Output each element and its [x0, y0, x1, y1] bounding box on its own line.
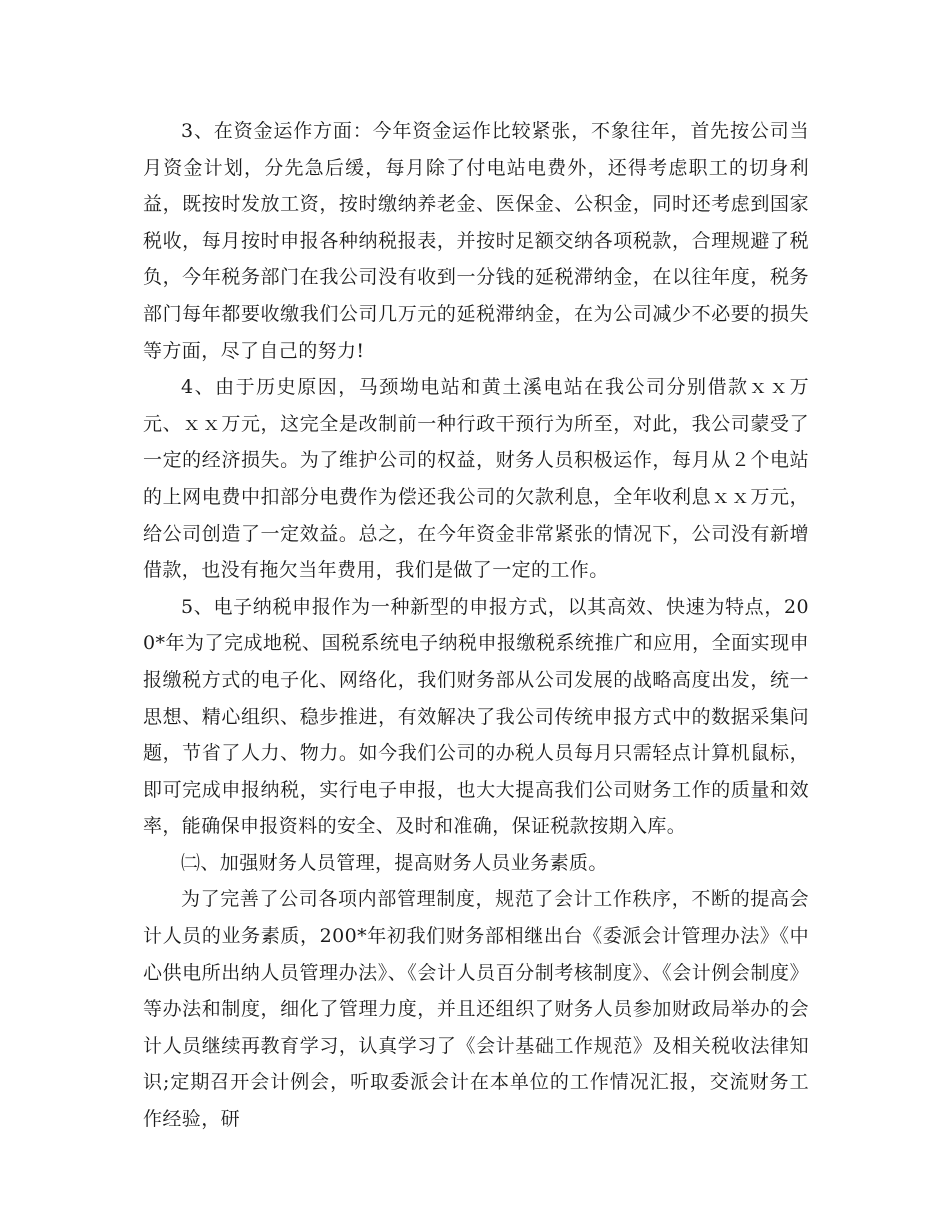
document-body [143, 113, 809, 1138]
section-heading-staff-management: ㈡、加强财务人员管理，提高财务人员业务素质。 [181, 851, 608, 874]
paragraph-electronic-tax-filing: 5、电子纳税申报作为一种新型的申报方式，以其高效、快速为特点，200*年为了完成地税、国税系统电子纳税申报缴税系统推广和应用，全面实现申报缴税方式的电子化、网络化，我们财务部从公司发展的战略高度出发，统一思想、精心组织、稳步推进，有效解决了我公司传统申报方式中的数据采集问题，节省了人力、物力。如今我们公司的办税人员每月只需轻点计算机鼠标，即可完成申报纳税，实行电子申报，也大大提高我们公司财务工作的质量和效率，能确保申报资料的安全、及时和准确，保证税款按期入库。 [143, 595, 809, 838]
paragraph-power-station-loans: 4、由于历史原因，马颈坳电站和黄土溪电站在我公司分别借款ｘｘ万元、ｘｘ万元，这完全是改制前一种行政干预行为所至，对此，我公司蒙受了一定的经济损失。为了维护公司的权益，财务人员积极运作，每月从２个电站的上网电费中扣部分电费作为偿还我公司的欠款利息，全年收利息ｘｘ万元，给公司创造了一定效益。总之，在今年资金非常紧张的情况下，公司没有新增借款，也没有拖欠当年费用，我们是做了一定的工作。 [143, 376, 809, 582]
paragraph-capital-operation: 3、在资金运作方面：今年资金运作比较紧张，不象往年，首先按公司当月资金计划，分先急后缓，每月除了付电站电费外，还得考虑职工的切身利益，既按时发放工资，按时缴纳养老金、医保金、公积金，同时还考虑到国家税收，每月按时申报各种纳税报表，并按时足额交纳各项税款，合理规避了税负，今年税务部门在我公司没有收到一分钱的延税滞纳金，在以往年度，税务部门每年都要收缴我们公司几万元的延税滞纳金，在为公司减少不必要的损失等方面，尽了自己的努力! [143, 120, 809, 362]
paragraph-management-system: 为了完善了公司各项内部管理制度，规范了会计工作秩序，不断的提高会计人员的业务素质，200*年初我们财务部相继出台《委派会计管理办法》《中心供电所出纳人员管理办法》、《会计人员百分制考核制度》、《会计例会制度》等办法和制度，细化了管理力度，并且还组织了财务人员参加财政局举办的会计人员继续再教育学习，认真学习了《会计基础工作规范》及相关税收法律知识;定期召开会计例会，听取委派会计在本单位的工作情况汇报，交流财务工作经验，研 [143, 888, 809, 1131]
